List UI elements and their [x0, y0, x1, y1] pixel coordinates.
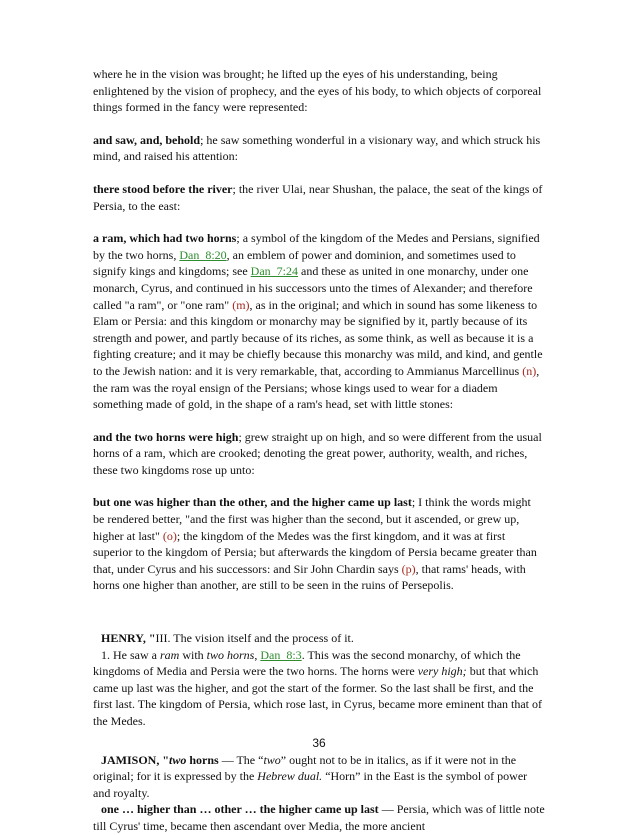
- commentary-text: , as in the original; and which in sound has some likeness to Elam or Persia: and this kingdom or monarchy may be signified by it, partly because of its strength and power, and partly because of its riches, as some think, as well as because it is a fighting creature; and it may be chiefly because this monarchy was mild, and kind, and gentle to the Jewish nation: and it is very remarkable, that, according to Ammianus Marcellinus: [93, 297, 543, 378]
- emphasis: very high;: [417, 664, 467, 679]
- footnote-ref: (o): [162, 528, 177, 543]
- page-content: [93, 66, 545, 835]
- scripture-link[interactable]: Dan_8:20: [179, 247, 227, 262]
- footnote-ref: (n): [522, 363, 537, 378]
- paragraph-text: where he in the vision was brought; he lifted up the eyes of his understanding, being enlightened by the vision of prophecy, and the eyes of his body, to which objects of corporeal things formed in the fancy were represented:: [93, 67, 542, 115]
- commentary-text: but that which came up last was the higher, and got the start of the former. So the last shall be first, and the first last. The kingdom of Persia, which rose last, in Cyrus, became more eminent than that of the Medes.: [93, 664, 543, 728]
- commentary-text: . This was the second monarchy, of which the kingdoms of Media and Persia were the two horns. The horns were: [93, 647, 521, 679]
- verse-phrase: there stood before the river: [93, 181, 233, 196]
- paragraph: [93, 494, 545, 594]
- jamison-paragraph: [93, 801, 545, 834]
- commentary-text: , that rams' heads, with horns one higher than another, are still to be seen in the ruins of Persepolis.: [93, 561, 526, 593]
- commentary-text: 1. He saw a: [101, 647, 160, 662]
- verse-phrase: and the two horns were high: [93, 429, 239, 444]
- commentary-text: , the ram was the royal ensign of the Persians; whose kings used to wear for a diadem something made of gold, in the shape of a ram's head, set with little stones:: [93, 363, 540, 412]
- footnote-ref: (p): [401, 561, 416, 576]
- commentary-text: ; the river Ulai, near Shushan, the palace, the seat of the kings of Persia, to the east:: [93, 181, 543, 213]
- verse-phrase: one … higher than … other … the higher came up last: [101, 802, 379, 817]
- paragraph: [93, 66, 545, 116]
- scripture-link[interactable]: Dan_7:24: [250, 264, 298, 279]
- commentary-text: with: [179, 647, 207, 662]
- author-name: HENRY, ": [101, 631, 156, 646]
- commentary-text: “Horn” in the East is the symbol of power and royalty.: [93, 769, 528, 800]
- commentary-text: ,: [254, 647, 261, 662]
- commentary-text: ; I think the words might be rendered better, "and the first was higher than the second, but it ascended, or grew up, higher at last": [93, 495, 531, 543]
- page-number: 36: [312, 736, 326, 750]
- verse-phrase: horns: [186, 752, 219, 767]
- author-name: JAMISON, ": [101, 752, 169, 767]
- emphasis: two: [263, 752, 281, 767]
- commentary-text: ” ought not to be in italics, as if it were not in the original; for it is expressed by the: [93, 752, 517, 784]
- scripture-link[interactable]: Dan_8:3: [260, 647, 302, 662]
- emphasis: Hebrew dual.: [257, 769, 323, 784]
- emphasis: two horns: [206, 647, 255, 662]
- footnote-ref: (m): [232, 297, 250, 312]
- section-gap: [93, 610, 545, 630]
- commentary-text: , an emblem of power and dominion, and sometimes used to signify kings and kingdoms; see: [93, 247, 516, 279]
- commentary-text: ; he saw something wonderful in a visionary way, and which struck his mind, and raised his attention:: [93, 132, 541, 164]
- paragraph: [93, 132, 545, 165]
- emphasis: ram: [159, 647, 180, 662]
- commentary-text: and these as united in one monarchy, under one monarch, Cyrus, and continued in his successors unto the times of Alexander; and therefore called "a ram", or "one ram": [93, 264, 533, 312]
- commentary-text: ; the kingdom of the Medes was the first kingdom, and it was at first superior to the kingdom of Persia; but afterwards the kingdom of Persia became greater than that, under Cyrus and his successors: and Sir John Chardin says: [93, 528, 537, 576]
- commentary-text: III. The vision itself and the process of it.: [155, 631, 354, 646]
- commentary-text: ; a symbol of the kingdom of the Medes and Persians, signified by the two horns,: [93, 231, 540, 262]
- paragraph: [93, 429, 545, 479]
- verse-phrase: and saw, and, behold: [93, 132, 201, 147]
- henry-heading: [93, 630, 545, 647]
- jamison-paragraph: [93, 752, 545, 802]
- verse-phrase: a ram, which had two horns: [93, 231, 237, 246]
- paragraph: [93, 181, 545, 214]
- verse-phrase: but one was higher than the other, and the higher came up last: [93, 495, 412, 510]
- commentary-text: — The “: [218, 752, 264, 767]
- commentary-text: — Persia, which was of little note till Cyrus' time, became then ascendant over Media, the more ancient: [93, 802, 545, 833]
- verse-phrase: two: [169, 752, 187, 767]
- paragraph: [93, 230, 545, 413]
- commentary-text: ; grew straight up on high, and so were different from the usual horns of a ram, which are crooked; denoting the great power, authority, wealth, and riches, these two kingdoms rose up unto:: [93, 429, 542, 477]
- henry-paragraph: [93, 647, 545, 730]
